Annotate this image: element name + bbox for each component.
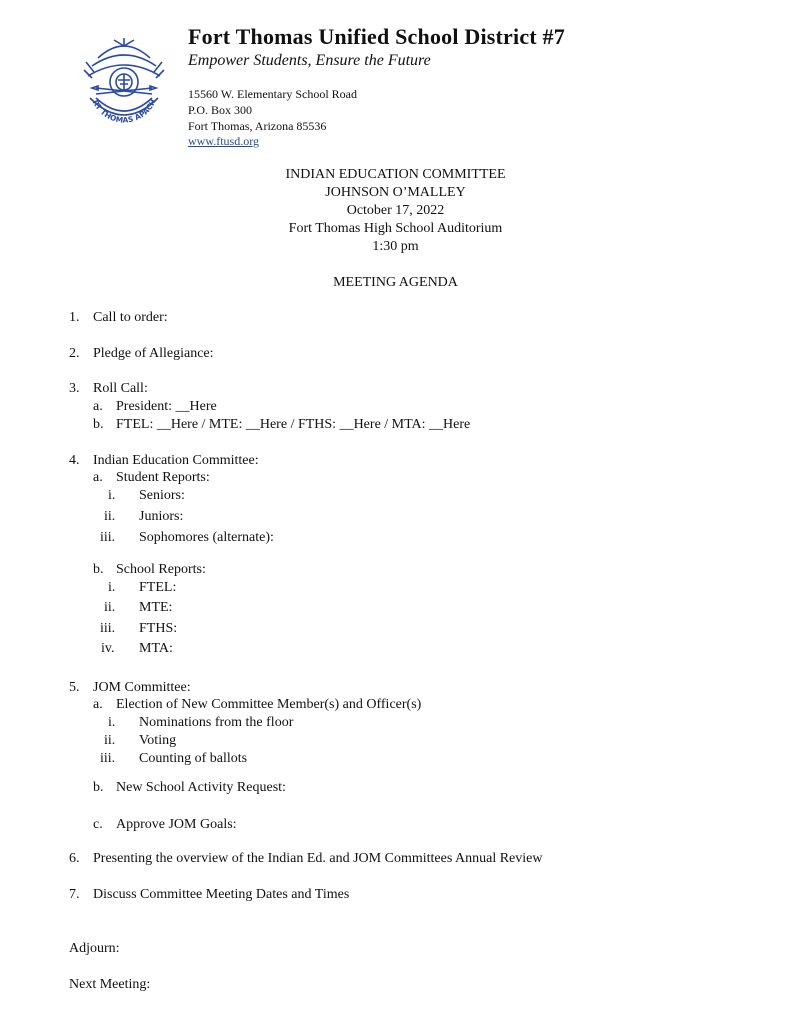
sub-item-letter: c. [93, 817, 103, 832]
roman-numeral: i. [108, 580, 116, 595]
address-line-2: P.O. Box 300 [188, 103, 253, 117]
district-number: #7 [542, 24, 565, 49]
election-of-members: Election of New Committee Member(s) and Officer(s) [116, 697, 422, 712]
address-line-3: Fort Thomas, Arizona 85536 [188, 119, 327, 133]
report-ftel: FTEL: [139, 580, 177, 595]
meeting-time: 1:30 pm [372, 239, 419, 254]
sub-item-letter: b. [93, 417, 104, 432]
agenda-item-annual-review: Presenting the overview of the Indian Ed. and JOM Committees Annual Review [93, 851, 543, 866]
approve-jom-goals: Approve JOM Goals: [116, 817, 237, 832]
meeting-location: Fort Thomas High School Auditorium [288, 221, 503, 236]
district-website-link[interactable]: www.ftusd.org [188, 134, 259, 148]
roman-numeral: ii. [104, 733, 116, 748]
sub-item-letter: a. [93, 697, 103, 712]
counting-ballots: Counting of ballots [139, 751, 248, 766]
new-activity-request: New School Activity Request: [116, 780, 286, 795]
agenda-item-roll-call: Roll Call: [93, 381, 148, 396]
report-juniors: Juniors: [139, 509, 184, 524]
meeting-date: October 17, 2022 [346, 203, 445, 218]
district-name-text: Fort Thomas Unified School District [188, 24, 537, 49]
roman-numeral: i. [108, 488, 116, 503]
committee-name: INDIAN EDUCATION COMMITTEE [285, 167, 506, 182]
agenda-item-number: 7. [69, 887, 80, 902]
report-mte: MTE: [139, 600, 173, 615]
roll-call-president: President: __Here [116, 399, 217, 414]
roman-numeral: iii. [100, 621, 116, 636]
roman-numeral: ii. [104, 600, 116, 615]
agenda-item-number: 2. [69, 346, 80, 361]
committee-subtitle: JOHNSON O’MALLEY [325, 185, 466, 200]
agenda-item-jom-committee: JOM Committee: [93, 680, 191, 695]
voting: Voting [139, 733, 177, 748]
roman-numeral: iii. [100, 530, 116, 545]
address-line-1: 15560 W. Elementary School Road [188, 87, 357, 101]
agenda-item-number: 5. [69, 680, 80, 695]
nominations: Nominations from the floor [139, 715, 294, 730]
district-seal-logo [78, 36, 170, 136]
report-sophomores: Sophomores (alternate): [139, 530, 274, 545]
svg-text:FORT THOMAS APACHES: RT THOMAS APACH [90, 97, 158, 125]
sub-item-letter: a. [93, 470, 103, 485]
roman-numeral: iv. [101, 641, 115, 656]
agenda-item-call-to-order: Call to order: [93, 310, 168, 325]
adjourn-label: Adjourn: [69, 941, 120, 956]
agenda-item-pledge: Pledge of Allegiance: [93, 346, 214, 361]
roman-numeral: iii. [100, 751, 116, 766]
report-mta: MTA: [139, 641, 173, 656]
district-tagline: Empower Students, Ensure the Future [188, 52, 431, 69]
report-fths: FTHS: [139, 621, 178, 636]
school-reports: School Reports: [116, 562, 206, 577]
district-name [188, 24, 565, 50]
student-reports: Student Reports: [116, 470, 210, 485]
agenda-item-number: 1. [69, 310, 80, 325]
agenda-item-meeting-dates: Discuss Committee Meeting Dates and Times [93, 887, 350, 902]
sub-item-letter: b. [93, 562, 104, 577]
agenda-item-indian-ed-committee: Indian Education Committee: [93, 453, 259, 468]
agenda-item-number: 6. [69, 851, 80, 866]
roman-numeral: i. [108, 715, 116, 730]
agenda-title: MEETING AGENDA [333, 275, 458, 290]
roll-call-schools: FTEL: __Here / MTE: __Here / FTHS: __Here / MTA: __Here [116, 417, 471, 432]
next-meeting-label: Next Meeting: [69, 977, 151, 992]
roman-numeral: ii. [104, 509, 116, 524]
agenda-item-number: 4. [69, 453, 80, 468]
report-seniors: Seniors: [139, 488, 185, 503]
sub-item-letter: b. [93, 780, 104, 795]
agenda-item-number: 3. [69, 381, 80, 396]
sub-item-letter: a. [93, 399, 103, 414]
